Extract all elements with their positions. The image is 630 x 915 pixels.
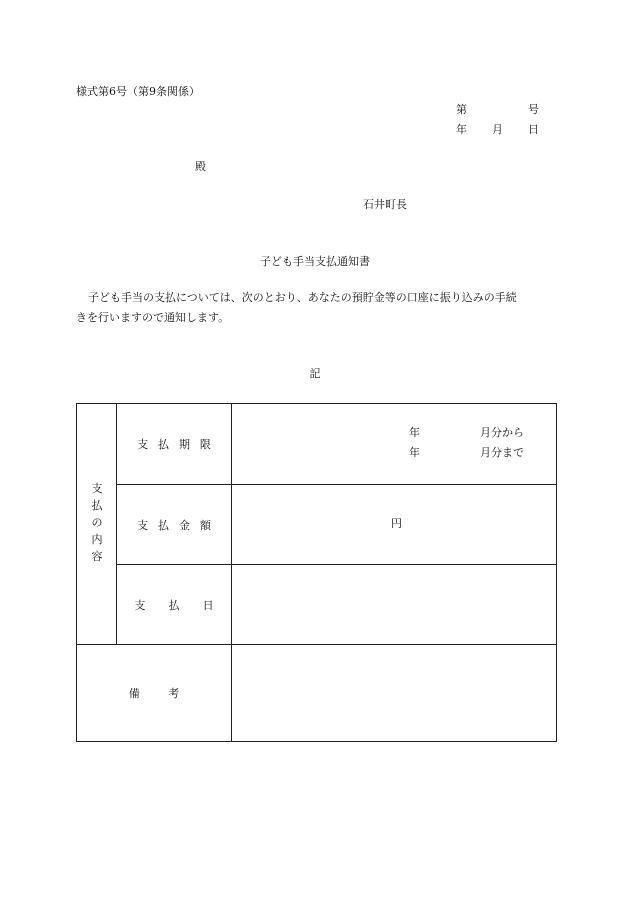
date-month: 月 (492, 123, 503, 136)
period-value-cell (231, 403, 557, 485)
amount-unit: 円 (391, 517, 402, 530)
doc-number-go: 号 (528, 103, 539, 116)
payment-date-label: 支払日 (134, 598, 237, 612)
period-from-year: 年 (409, 426, 420, 439)
date-value-cell (231, 564, 557, 645)
form-number: 様式第6号（第9条関係） (76, 85, 200, 98)
period-from-month: 月分から (480, 426, 524, 439)
body-line-2: きを行いますので通知します。 (76, 311, 230, 324)
amount-label: 支払金額 (137, 518, 221, 532)
document-title: 子ども手当支払通知書 (260, 255, 370, 268)
date-day: 日 (528, 123, 539, 136)
period-label: 支払期限 (137, 438, 221, 451)
period-to-year: 年 (409, 446, 420, 459)
group-label: 支 払 の 内 容 (91, 482, 103, 563)
period-to-month: 月分まで (480, 446, 524, 459)
issuer: 石井町長 (363, 198, 407, 211)
remarks-label: 備考 (128, 687, 208, 700)
date-year: 年 (456, 123, 467, 136)
remarks-value-cell (231, 644, 557, 742)
body-line-1: 子ども手当の支払については、次のとおり、あなたの預貯金等の口座に振り込みの手続 (88, 291, 517, 304)
doc-number-dai: 第 (456, 103, 467, 116)
ki-heading: 記 (309, 367, 321, 380)
addressee-suffix: 殿 (195, 160, 206, 173)
